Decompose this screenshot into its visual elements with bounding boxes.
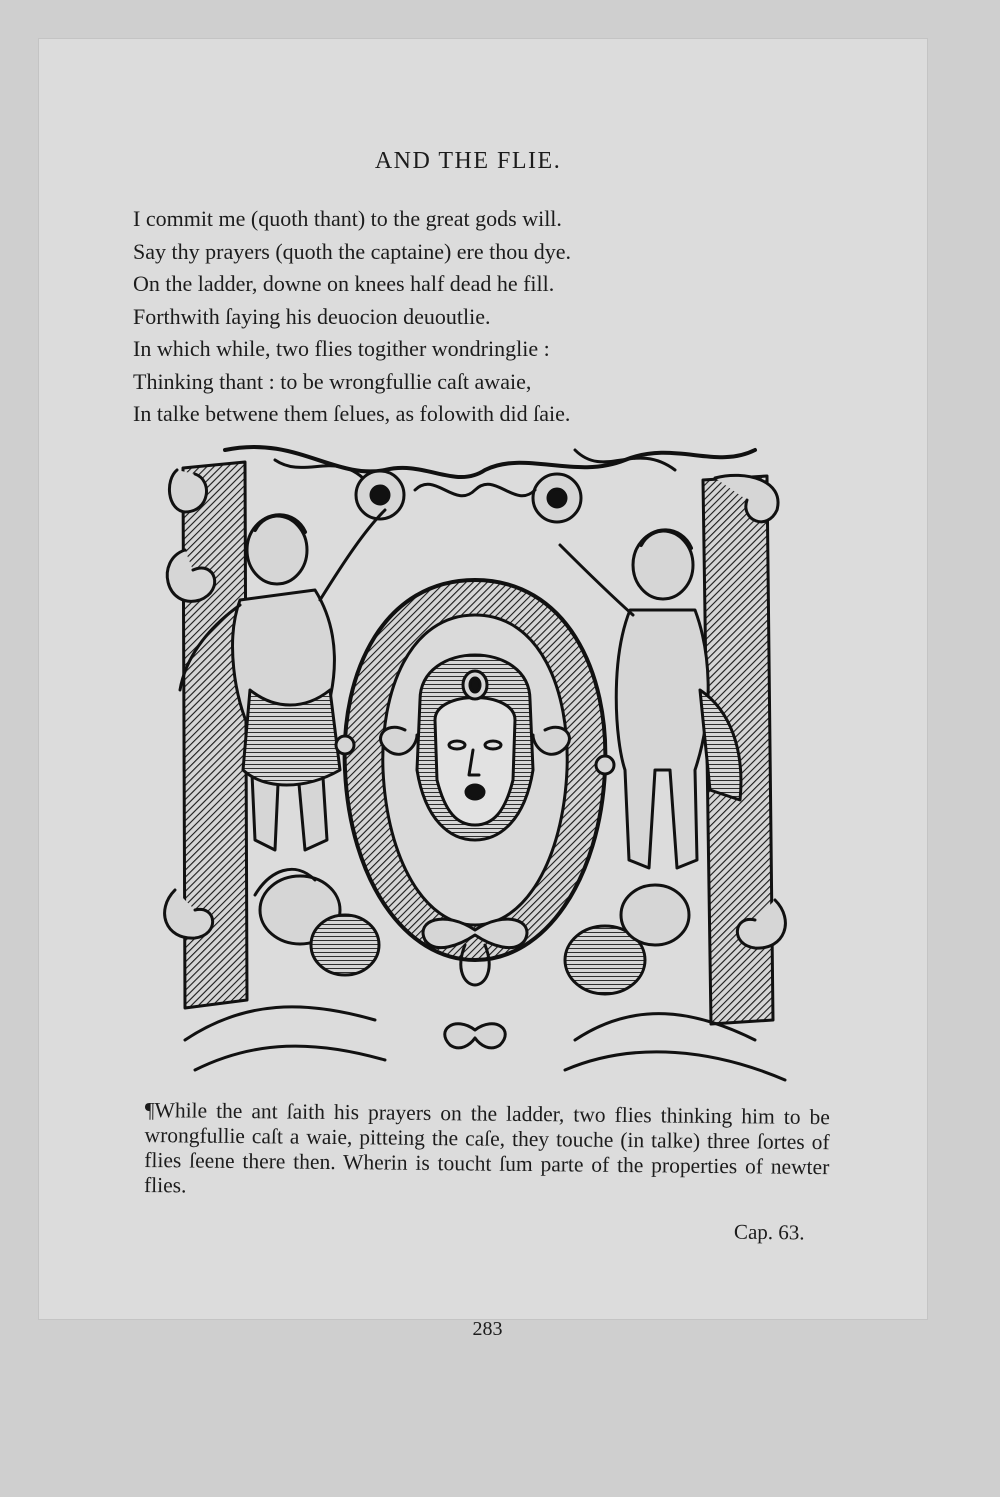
verse-line: In talke betwene them ſelues, as folowith did ſaie.: [133, 401, 571, 426]
caption-text: ¶While the ant ſaith his prayers on the ladder, two flies thinking him to be wrongfullie caſt a waie, pitteing the caſe, they touche (in talke) three ſortes of flies ſeene there then. Wherin is toucht ſum parte of the properties of newter flies.: [143, 1098, 830, 1198]
verse-line: Say thy prayers (quoth the captaine) ere thou dye.: [133, 238, 572, 264]
verse-line: I commit me (quoth thant) to the great gods will.: [133, 206, 562, 231]
running-head: AND THE FLIE.: [374, 148, 562, 174]
verse-line: Thinking thant : to be wrongfullie caſt awaie,: [133, 368, 532, 394]
verse-block: [133, 203, 773, 431]
chapter-reference: Cap. 63.: [733, 1219, 805, 1245]
illustration-caption: [144, 1098, 830, 1205]
page-number: 283: [472, 1318, 503, 1340]
woodcut-ornament-icon: [155, 440, 795, 1090]
verse-line: In which while, two flies togither wondringlie :: [133, 336, 550, 361]
verse-line: Forthwith ſaying his deuocion deuoutlie.: [133, 303, 491, 329]
verse-line: On the ladder, downe on knees half dead he fill.: [133, 271, 555, 296]
